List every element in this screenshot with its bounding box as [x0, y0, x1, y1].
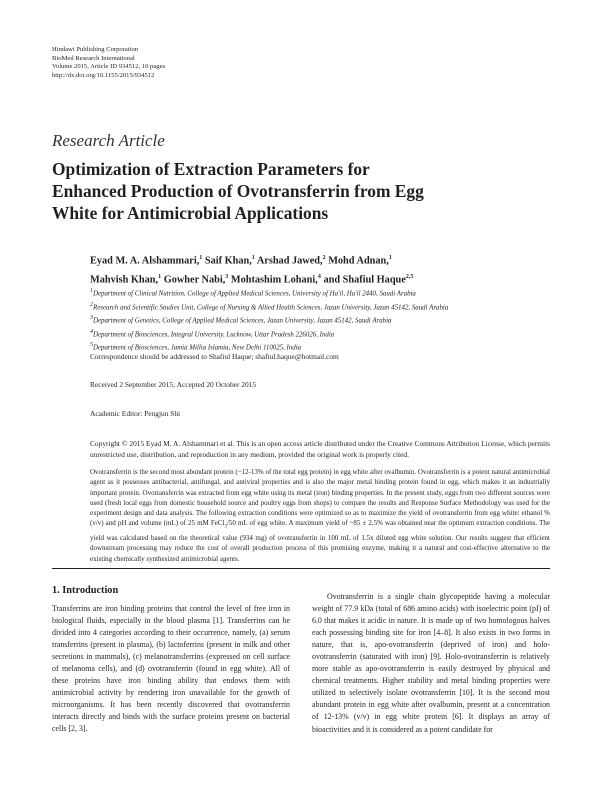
article-type: Research Article: [52, 131, 165, 150]
affiliation: [90, 313, 448, 327]
doi-link[interactable]: http://dx.doi.org/10.1155/2015/934512: [52, 71, 155, 79]
abstract-text: /50 mL of egg white. A maximum yield of ~85 ± 2.5% was obtained near the optimum extraction conditions. The yield was calculated based on the theoretical value (934 mg) of ovotransferrin in 100 mL of 1.5x diluted egg white solution. Our results suggest that efficient downstream processing may reduce the cost of overall production process of this promising enzyme, making it a natural and cost-effective alternative to the existing chemically synthesized antimicrobial agents.: [90, 519, 550, 563]
abstract: [90, 467, 550, 564]
abstract-text: Ovotransferrin is the second most abundant protein (~12-13% of the total egg protein) in egg white after ovalbumin. Ovotransferrin is a potent natural antimicrobial agent as it possesses antibacterial, antifungal, and antiviral properties and is also the major metal binding protein found in egg, which makes it an industrially important protein. Ovotransferrin was extracted from egg white using its metal (iron) binding properties. In the present study, eggs from two different sources were used (fresh local eggs from domestic household source and poultry eggs from shops) to compare the results and Response Surface Methodology was used for the experiment design and data analysis. The following extraction conditions were optimized so as to maximize the yield of ovotransferrin from egg white: ethanol % (v/v) and pH and volume (mL) of 25 mM FeCl: [90, 468, 550, 528]
author-affil-mark: 1: [251, 255, 255, 261]
author-name: Mahvish Khan,: [90, 274, 159, 286]
affiliation-number: 2: [90, 301, 93, 308]
correspondence: Correspondence should be addressed to Shafiul Haque; shafiul.haque@hotmail.com: [90, 352, 339, 361]
abstract-subscript: 3: [224, 524, 227, 530]
journal-name: BioMed Research International: [52, 54, 135, 62]
author-line: [90, 250, 413, 269]
affiliation: [90, 300, 448, 314]
affiliation-number: 3: [90, 315, 93, 321]
received-dates: Received 2 September 2015; Accepted 20 October 2015: [90, 380, 257, 389]
author-name: Arshad Jawed,: [256, 255, 323, 267]
author-name: Gowher Nabi,: [163, 274, 226, 286]
volume-info: Volume 2015, Article ID 934512, 10 pages: [52, 63, 166, 71]
author-name: Mohtashim Lohani,: [230, 274, 318, 286]
affiliation-number: 4: [90, 328, 93, 335]
publisher: Hindawi Publishing Corporation: [52, 46, 139, 53]
journal-header: [52, 46, 165, 80]
affiliation-text: Research and Scientific Studies Unit, College of Nursing & Allied Health Sciences, Jazan University, Jazan 45142, Saudi Arabia: [93, 303, 449, 311]
academic-editor: Academic Editor: Pengjun Shi: [90, 409, 181, 418]
title-line: White for Antimicrobial Applications: [52, 203, 329, 223]
author-affil-mark: 2: [322, 255, 326, 261]
author-name: Mohd Adnan,: [328, 255, 389, 267]
author-name: Saif Khan,: [204, 255, 252, 267]
author-affil-mark: 4: [317, 274, 321, 281]
affiliation: [90, 286, 448, 300]
author-affil-mark: 1: [388, 255, 392, 261]
section-heading: 1. Introduction: [52, 585, 119, 596]
affiliations: [90, 286, 448, 354]
affiliation-number: 1: [90, 288, 93, 294]
author-affil-mark: 2,5: [405, 274, 414, 281]
body-column-right: [312, 591, 550, 736]
affiliation-text: Department of Genetics, College of Applied Medical Sciences, Jazan University, Jazan 45142, Saudi Arabia: [93, 317, 392, 325]
affiliation: [90, 327, 448, 341]
affiliation-text: Department of Clinical Nutrition, College of Applied Medical Sciences, University of Ha'il, Ha'il 2440, Saudi Arabia: [93, 290, 416, 298]
section-divider: [52, 568, 550, 569]
copyright-notice: Copyright © 2015 Eyad M. A. Alshammari et al. This is an open access article distributed under the Creative Commons Attribution License, which permits unrestricted use, distribution, and reproduction in any medium, provided the original work is properly cited.: [90, 439, 550, 459]
affiliation-text: Department of Biosciences, Jamia Millia Islamia, New Delhi 110025, India: [93, 344, 302, 352]
paper-title: [52, 158, 522, 224]
title-line: Optimization of Extraction Parameters for: [52, 159, 370, 179]
author-affil-mark: 1: [158, 274, 162, 281]
affiliation-number: 5: [90, 342, 93, 348]
author-affil-mark: 3: [225, 274, 229, 281]
author-name: Eyad M. A. Alshammari,: [90, 255, 200, 267]
title-line: Enhanced Production of Ovotransferrin from Egg: [52, 181, 424, 201]
author-list: [90, 250, 413, 289]
affiliation-text: Department of Biosciences, Integral University, Lucknow, Uttar Pradesh 226026, India: [93, 330, 335, 338]
body-text: Ovotransferrin is a single chain glycopeptide having a molecular weight of 77.9 kDa (total of 686 amino acids) with isoelectric point (pI) of 6.0 that makes it acidic in nature. It is made up of two homologous halves each possessing binding site for iron [4–8]. It also exists in two forms in nature, that is, apo-ovotransferrin (deprived of iron) and holo-ovotransferrin (saturated with iron) [9]. Holo-ovotransferrin is relatively more stable as apo-ovotransferrin is easily destroyed by physical and chemical treatments. Higher stability and metal binding properties were utilized to selectively isolate ovotransferrin [10]. It is the second most abundant protein in egg white after ovalbumin, present at a concentration of 12-13% (v/v) in egg white protein [6]. It displays an array of bioactivities and it is considered as a potent candidate for: [312, 592, 550, 734]
author-name: and Shafiul Haque: [323, 274, 406, 286]
body-column-left: Transferrins are iron binding proteins that control the level of free iron in biological fluids, especially in the blood plasma [1]. Transferrins can be divided into 4 categories according to their occurrence, namely, (a) serum transferrins (present in plasma), (b) lactoferrins (present in milk and other secretions in mammals), (c) melanotransferrins (expressed on cell surface of melanoma cells), and (d) ovotransferrin (found in egg white). All of these proteins have iron binding ability that endows them with antimicrobial activity by rendering iron unavailable for the growth of microorganisms. It has been recently discovered that ovotransferrin interacts directly and binds with the surface proteins present on bacterial cells [2, 3].: [52, 604, 290, 734]
author-affil-mark: 1: [199, 255, 203, 261]
